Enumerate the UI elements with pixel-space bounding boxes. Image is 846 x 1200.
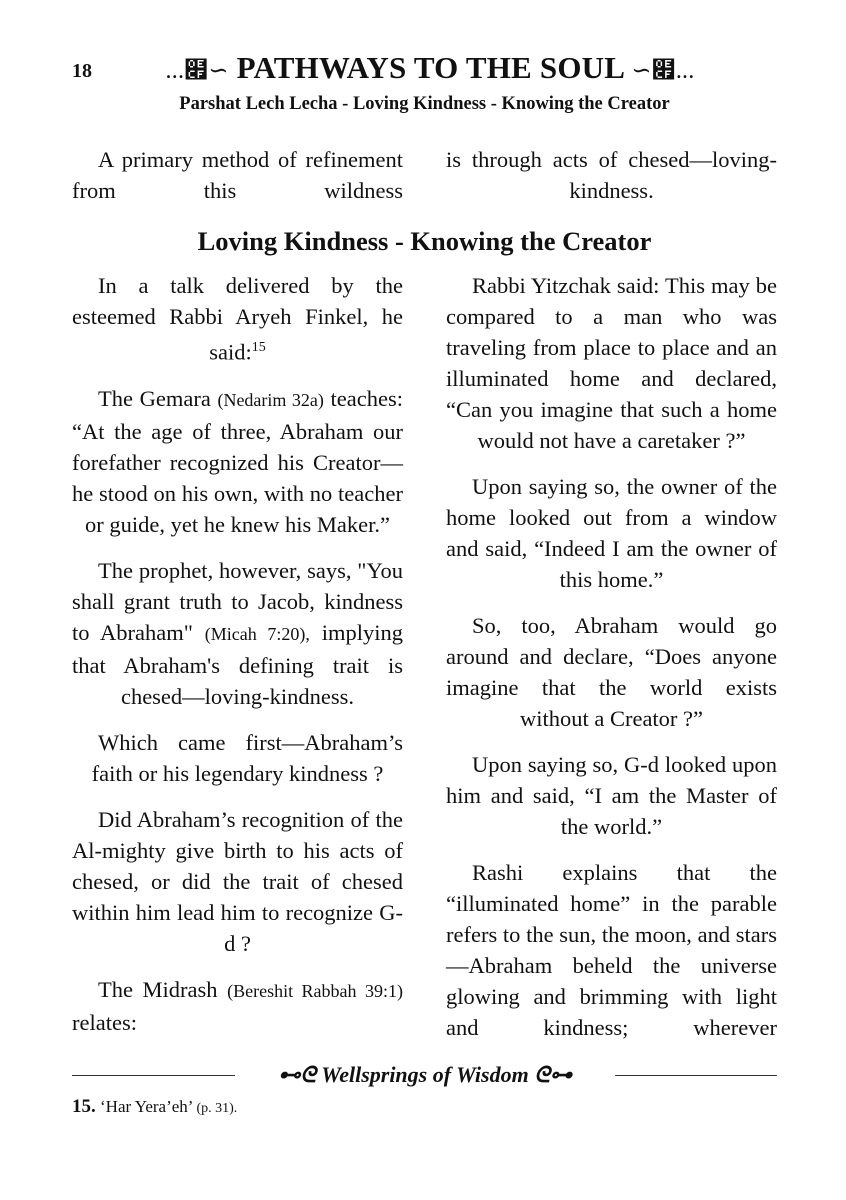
paragraph-text: teaches: “At the age of three, Abraham our forefather recognized his Creator—he stood on his own, with no teacher or guide, yet he knew his Maker.” bbox=[72, 385, 404, 537]
paragraph: Rabbi Yitzchak said: This may be compared to a man who was traveling from place to place and an illuminated home and declared, “Can you imagine that such a home would not have a caretaker ?” bbox=[446, 273, 777, 453]
citation: (Micah 7:20), bbox=[204, 623, 310, 644]
running-title bbox=[130, 50, 730, 86]
footnote-citation: (p. 31). bbox=[196, 1101, 238, 1116]
paragraph: Upon saying so, G-d looked upon him and said, “I am the Master of the world.” bbox=[446, 752, 777, 839]
citation: (Nedarim 32a) bbox=[217, 389, 324, 410]
divider-label-text: Wellsprings of Wisdom bbox=[321, 1062, 529, 1087]
ornament-left-icon: ...໏∽ bbox=[165, 58, 229, 84]
ornament-right-icon: ∽໏... bbox=[631, 58, 695, 84]
ornament-left-icon: ⊷ᘓ bbox=[278, 1062, 322, 1087]
paragraph-text: implying that Abraham's defining trait is chesed—loving-kindness. bbox=[72, 619, 403, 709]
paragraph: So, too, Abraham would go around and declare, “Does anyone imagine that the world exists without a Creator ?” bbox=[446, 613, 777, 731]
intro-right bbox=[446, 144, 777, 221]
paragraph bbox=[72, 555, 403, 712]
paragraph: Did Abraham’s recognition of the Al-mighty give birth to his acts of chesed, or did the trait of chesed within him lead him to recognize G-d ? bbox=[72, 806, 403, 956]
paragraph-text: The Gemara bbox=[98, 385, 218, 411]
footnote-ref: 15 bbox=[251, 340, 266, 355]
paragraph-text: The prophet, however, says, "You shall grant truth to Jacob, kindness to Abraham" bbox=[72, 557, 403, 645]
paragraph: Which came first—Abraham’s faith or his legendary kindness ? bbox=[91, 729, 403, 786]
paragraph-text: The Midrash bbox=[98, 976, 228, 1002]
intro-right-text: is through acts of chesed—loving-kindness. bbox=[446, 147, 777, 203]
ornament-right-icon: ᘓ⊶ bbox=[528, 1062, 572, 1087]
footnote-number: 15. bbox=[72, 1096, 96, 1117]
paragraph-text: In a talk delivered by the esteemed Rabbi Aryeh Finkel, he said: bbox=[72, 273, 403, 365]
paragraph: Rashi explains that the “illuminated home” in the parable refers to the sun, the moon, and stars—Abraham beheld the universe glowing and brimming with light and kindness; wherever bbox=[446, 860, 777, 1040]
citation: (Bereshit Rabbah 39:1) bbox=[227, 980, 403, 1001]
running-title-text: PATHWAYS TO THE SOUL bbox=[236, 50, 624, 85]
intro-left bbox=[72, 144, 403, 221]
paragraph bbox=[72, 270, 403, 368]
right-column bbox=[446, 270, 777, 1058]
paragraph: Upon saying so, the owner of the home looked out from a window and said, “Indeed I am the owner of this home.” bbox=[446, 474, 777, 592]
paragraph bbox=[72, 974, 403, 1038]
footnote bbox=[72, 1096, 237, 1118]
page-number: 18 bbox=[72, 60, 92, 82]
intro-left-text: A primary method of refinement from this wildness bbox=[72, 147, 403, 203]
paragraph bbox=[72, 383, 403, 540]
section-heading: Loving Kindness - Knowing the Creator bbox=[197, 226, 652, 256]
divider-label bbox=[235, 1062, 615, 1088]
paragraph-text: relates: bbox=[72, 1009, 137, 1035]
chapter-subtitle: Parshat Lech Lecha - Loving Kindness - Knowing the Creator bbox=[179, 94, 670, 114]
footnote-text: ‘Har Yera’eh’ bbox=[95, 1097, 197, 1116]
left-column bbox=[72, 270, 403, 1053]
